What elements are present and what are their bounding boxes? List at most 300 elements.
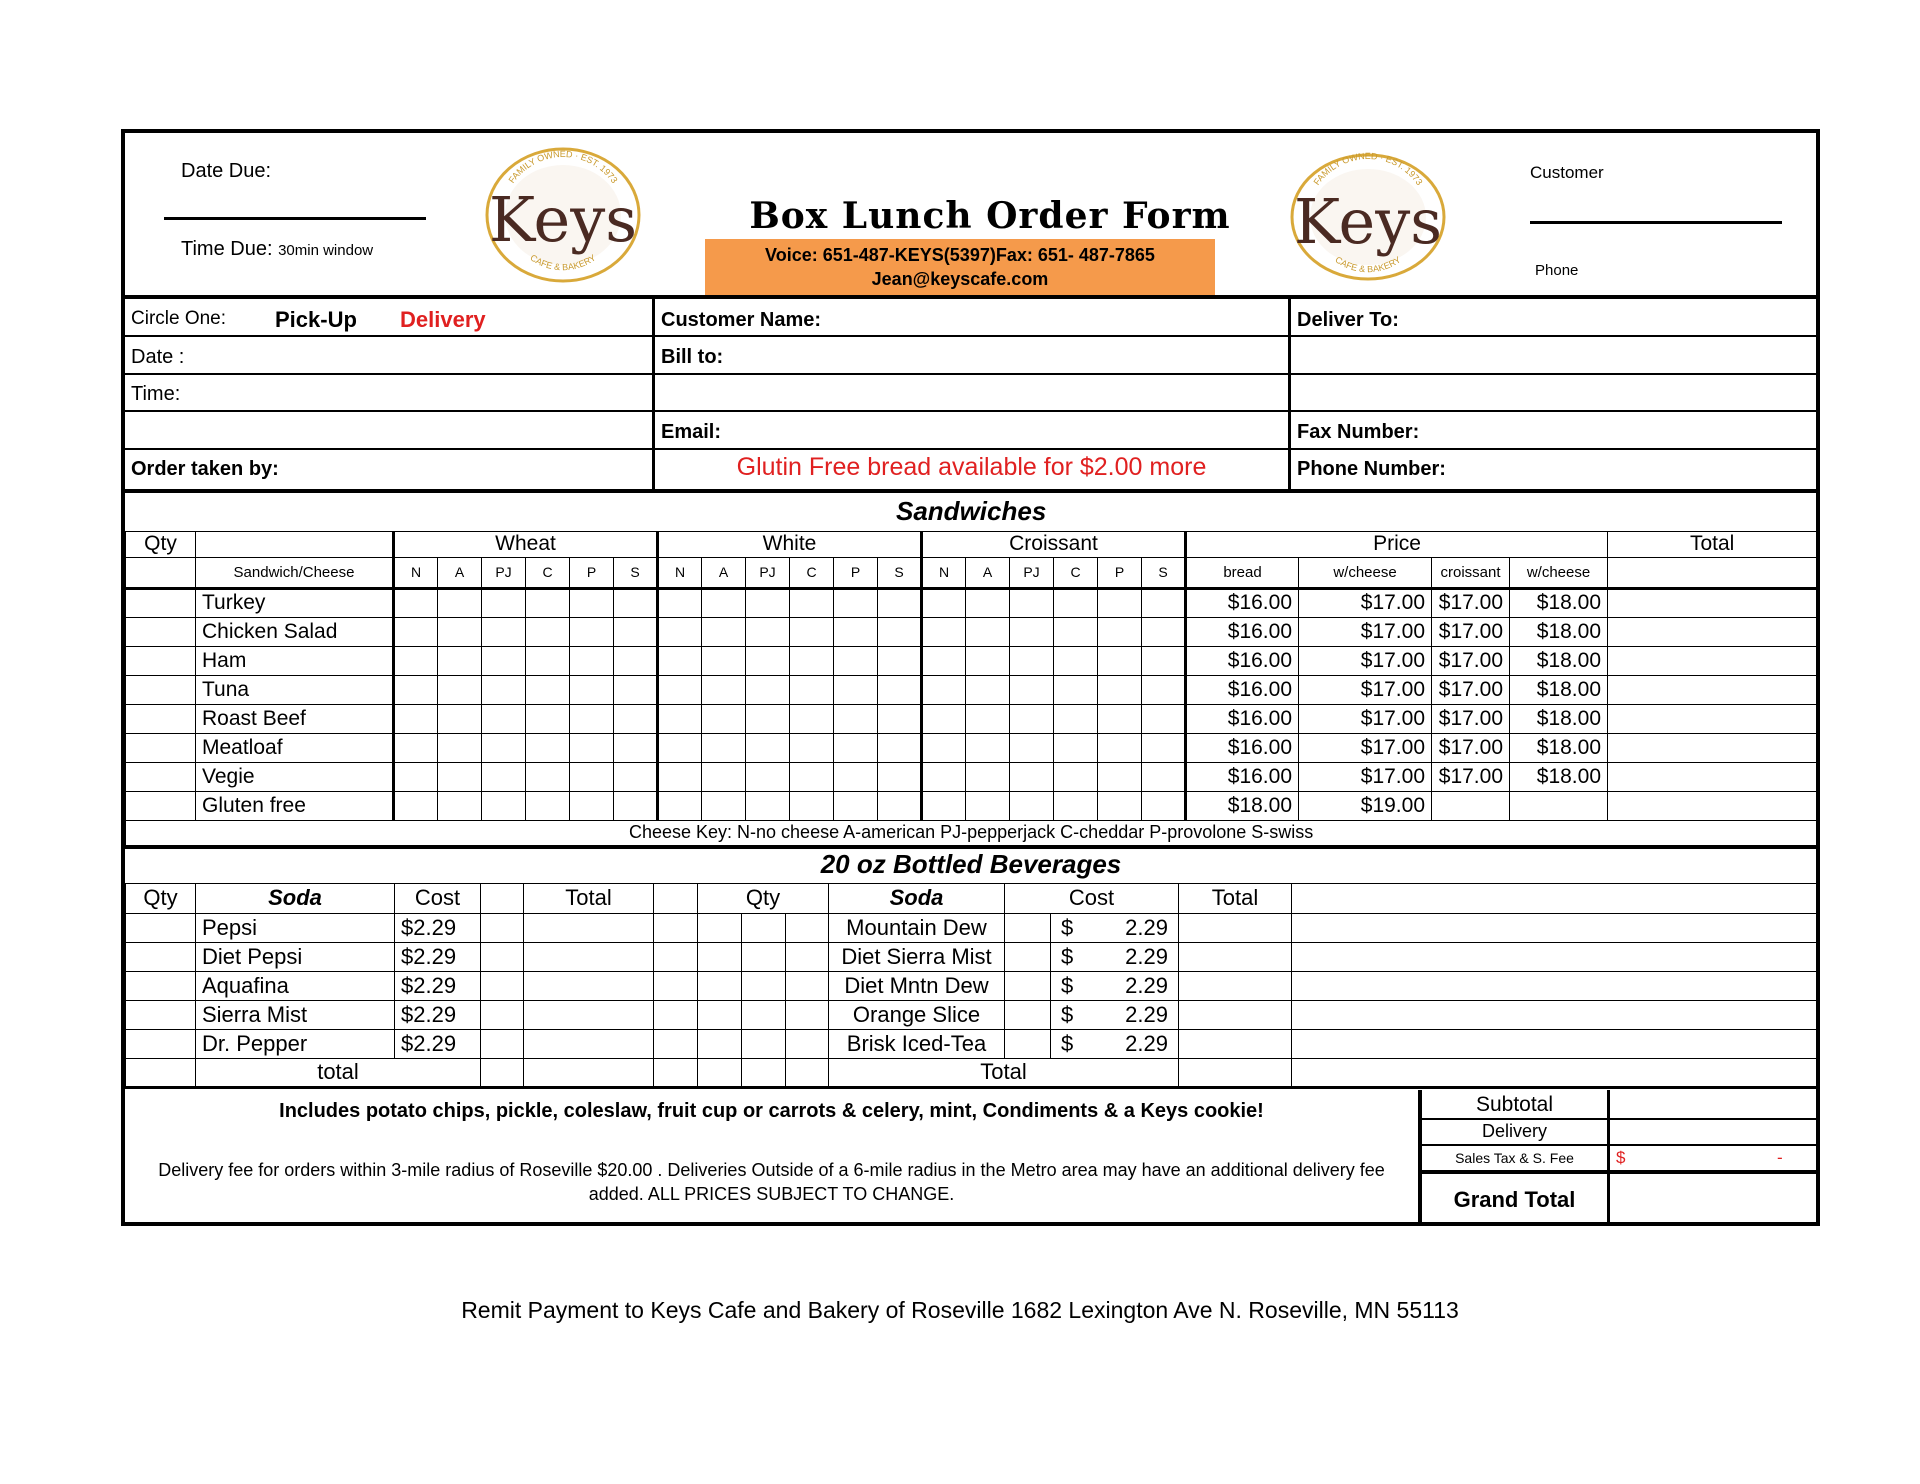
cheese-choice-cell[interactable] (746, 791, 790, 820)
cheese-choice-cell[interactable] (1010, 617, 1054, 646)
cheese-code-croissant-a: A (966, 557, 1010, 588)
cheese-choice-cell[interactable] (1054, 762, 1098, 791)
beverage-row (126, 913, 1817, 942)
cheese-choice-cell[interactable] (438, 762, 482, 791)
cheese-choice-cell[interactable] (438, 675, 482, 704)
beverage-row (126, 1000, 1817, 1029)
cheese-choice-cell[interactable] (834, 791, 878, 820)
cheese-choice-cell[interactable] (746, 762, 790, 791)
bev-total-cell[interactable] (524, 1029, 654, 1058)
cheese-choice-cell[interactable] (1142, 617, 1186, 646)
price-header: Price (1186, 531, 1608, 557)
contact-phone-fax: Voice: 651-487-KEYS(5397)Fax: 651- 487-7865 (765, 245, 1155, 265)
cheese-choice-cell[interactable] (482, 704, 526, 733)
sandwich-price: $17.00 (1432, 762, 1510, 791)
date-due-line[interactable] (164, 217, 426, 220)
cheese-choice-cell[interactable] (878, 733, 922, 762)
cheese-code-white-a: A (702, 557, 746, 588)
cheese-choice-cell[interactable] (834, 617, 878, 646)
cheese-choice-cell[interactable] (482, 646, 526, 675)
sandwich-table (125, 493, 1817, 849)
cheese-choice-cell[interactable] (790, 675, 834, 704)
bev-name: Mountain Dew (829, 913, 1005, 942)
totals-box (1418, 1090, 1816, 1226)
bev-soda-header-right: Soda (829, 883, 1005, 913)
sandwich-row (126, 588, 1817, 617)
cheese-choice-cell[interactable] (1054, 617, 1098, 646)
cheese-choice-cell[interactable] (1098, 617, 1142, 646)
bev-total-cell[interactable] (524, 913, 654, 942)
logo-word-right: Keys (1293, 185, 1443, 258)
cheese-code-wheat-s: S (614, 557, 658, 588)
cheese-choice-cell[interactable] (394, 704, 438, 733)
cheese-choice-cell[interactable] (1054, 733, 1098, 762)
customer-label: Customer (1530, 163, 1604, 182)
sandwich-price: $17.00 (1432, 617, 1510, 646)
gluten-free-note: Glutin Free bread available for $2.00 more (736, 453, 1207, 481)
sandwich-qty-cell[interactable] (126, 791, 196, 820)
cheese-choice-cell[interactable] (394, 617, 438, 646)
cheese-choice-cell[interactable] (1142, 791, 1186, 820)
sandwich-row (126, 733, 1817, 762)
cheese-choice-cell[interactable] (702, 762, 746, 791)
cheese-choice-cell[interactable] (702, 733, 746, 762)
bev-spacer-cell (786, 971, 829, 1000)
bev-cost (1051, 942, 1179, 971)
cheese-choice-cell[interactable] (922, 617, 966, 646)
cheese-choice-cell[interactable] (746, 588, 790, 617)
cheese-choice-cell[interactable] (878, 762, 922, 791)
bev-spacer-cell (1005, 942, 1051, 971)
bev-cost-currency: $ (1061, 972, 1074, 998)
customer-line[interactable] (1530, 221, 1782, 224)
cheese-choice-cell[interactable] (790, 791, 834, 820)
bev-spacer-cell (481, 1029, 524, 1058)
cheese-choice-cell[interactable] (966, 588, 1010, 617)
cheese-choice-cell[interactable] (1054, 588, 1098, 617)
bev-spacer-cell (654, 942, 698, 971)
bev-qty-cell[interactable] (126, 1000, 196, 1029)
cheese-choice-cell[interactable] (438, 588, 482, 617)
cheese-choice-cell[interactable] (966, 675, 1010, 704)
cheese-choice-cell[interactable] (1098, 762, 1142, 791)
bev-cost (1051, 971, 1179, 1000)
cheese-choice-cell[interactable] (526, 617, 570, 646)
bev-total-header-right: Total (1179, 883, 1292, 913)
cheese-code-wheat-c: C (526, 557, 570, 588)
sandwich-qty-cell[interactable] (126, 733, 196, 762)
bev-name: Brisk Iced-Tea (829, 1029, 1005, 1058)
pickup-option[interactable]: Pick-Up (275, 307, 357, 332)
cheese-choice-cell[interactable] (966, 617, 1010, 646)
cheese-code-croissant-s: S (1142, 557, 1186, 588)
cheese-choice-cell[interactable] (614, 704, 658, 733)
cheese-choice-cell[interactable] (394, 588, 438, 617)
bev-total-cell[interactable] (1179, 1029, 1292, 1058)
cheese-choice-cell[interactable] (1010, 704, 1054, 733)
delivery-option[interactable]: Delivery (400, 307, 486, 332)
cheese-choice-cell[interactable] (834, 675, 878, 704)
bev-extra-cell (1292, 913, 1817, 942)
bev-total-cell[interactable] (1179, 942, 1292, 971)
cheese-choice-cell[interactable] (834, 704, 878, 733)
bev-total-header-left: Total (524, 883, 654, 913)
cheese-choice-cell[interactable] (1054, 675, 1098, 704)
cheese-choice-cell[interactable] (746, 617, 790, 646)
bev-qty-cell[interactable] (742, 942, 786, 971)
sales-tax-label: Sales Tax & S. Fee (1455, 1150, 1574, 1166)
sandwich-qty-cell[interactable] (126, 704, 196, 733)
cheese-choice-cell[interactable] (1142, 646, 1186, 675)
bev-qty-cell[interactable] (126, 913, 196, 942)
cheese-choice-cell[interactable] (394, 733, 438, 762)
subtotal-label: Subtotal (1475, 1093, 1554, 1116)
bev-qty-cell[interactable] (742, 913, 786, 942)
cheese-choice-cell[interactable] (570, 617, 614, 646)
cheese-choice-cell[interactable] (482, 588, 526, 617)
cheese-choice-cell[interactable] (834, 588, 878, 617)
cheese-choice-cell[interactable] (658, 646, 702, 675)
grand-total-value[interactable] (1611, 1174, 1816, 1222)
cheese-choice-cell[interactable] (702, 588, 746, 617)
sandwich-qty-cell[interactable] (126, 588, 196, 617)
cheese-choice-cell[interactable] (526, 588, 570, 617)
order-taken-label: Order taken by: (131, 458, 279, 480)
contact-banner (705, 239, 1215, 295)
bev-cost-amount: 2.29 (1125, 1030, 1168, 1056)
sandwich-qty-cell[interactable] (126, 762, 196, 791)
sandwich-price: $17.00 (1299, 733, 1432, 762)
cheese-choice-cell[interactable] (658, 704, 702, 733)
bev-total-cell[interactable] (1179, 971, 1292, 1000)
bev-total-cell[interactable] (1179, 913, 1292, 942)
cheese-choice-cell[interactable] (658, 791, 702, 820)
cheese-choice-cell[interactable] (966, 704, 1010, 733)
cheese-choice-cell[interactable] (878, 588, 922, 617)
price-croissant-wcheese-header: w/cheese (1510, 557, 1608, 588)
qty-header: Qty (126, 531, 196, 557)
cheese-choice-cell[interactable] (614, 588, 658, 617)
bev-spacer-cell (654, 1029, 698, 1058)
circle-one-label: Circle One: (131, 308, 227, 329)
bev-extra-cell (1292, 971, 1817, 1000)
bev-qty-cell[interactable] (126, 942, 196, 971)
keys-logo-left (479, 143, 647, 285)
bev-total-cell-right[interactable] (1179, 1058, 1292, 1087)
cheese-choice-cell[interactable] (570, 646, 614, 675)
cheese-choice-cell[interactable] (966, 646, 1010, 675)
cheese-choice-cell[interactable] (922, 704, 966, 733)
cheese-choice-cell[interactable] (834, 646, 878, 675)
sandwich-row (126, 791, 1817, 820)
sandwich-row (126, 704, 1817, 733)
sandwich-total-cell[interactable] (1608, 762, 1817, 791)
sandwich-price: $17.00 (1432, 675, 1510, 704)
customer-name-label: Customer Name: (661, 309, 822, 331)
sandwich-total-cell[interactable] (1608, 704, 1817, 733)
cheese-choice-cell[interactable] (438, 617, 482, 646)
bev-spacer-cell (1005, 971, 1051, 1000)
sandwich-price: $18.00 (1510, 733, 1608, 762)
bev-qty-cell[interactable] (742, 1029, 786, 1058)
cheese-choice-cell[interactable] (1098, 588, 1142, 617)
cheese-choice-cell[interactable] (526, 733, 570, 762)
cheese-choice-cell[interactable] (702, 646, 746, 675)
cheese-choice-cell[interactable] (702, 617, 746, 646)
sandwich-name: Turkey (196, 588, 394, 617)
sandwich-price: $18.00 (1510, 646, 1608, 675)
cheese-choice-cell[interactable] (482, 617, 526, 646)
bill-to-label: Bill to: (661, 346, 724, 368)
bev-total-cell[interactable] (524, 942, 654, 971)
cheese-choice-cell[interactable] (966, 791, 1010, 820)
cheese-choice-cell[interactable] (1010, 791, 1054, 820)
cheese-code-white-p: P (834, 557, 878, 588)
cheese-choice-cell[interactable] (570, 791, 614, 820)
cheese-choice-cell[interactable] (570, 675, 614, 704)
cheese-choice-cell[interactable] (1054, 704, 1098, 733)
logo-ring-bottom-left: CAFE & BAKERY (528, 252, 598, 273)
cheese-choice-cell[interactable] (394, 675, 438, 704)
bev-name: Diet Pepsi (196, 942, 395, 971)
cheese-choice-cell[interactable] (878, 675, 922, 704)
bev-qty-cell[interactable] (742, 1000, 786, 1029)
sales-tax-dash: - (1777, 1148, 1783, 1167)
bev-spacer-cell (654, 1000, 698, 1029)
bev-extra-cell (1292, 1000, 1817, 1029)
cheese-choice-cell[interactable] (1010, 762, 1054, 791)
sandwich-qty-cell[interactable] (126, 617, 196, 646)
bev-total-cell[interactable] (1179, 1000, 1292, 1029)
cheese-choice-cell[interactable] (878, 646, 922, 675)
sandwich-price: $16.00 (1186, 762, 1299, 791)
cheese-choice-cell[interactable] (922, 646, 966, 675)
bev-cost: $2.29 (395, 942, 481, 971)
price-wcheese-header: w/cheese (1299, 557, 1432, 588)
cheese-choice-cell[interactable] (1098, 646, 1142, 675)
bev-total-cell[interactable] (524, 971, 654, 1000)
cheese-choice-cell[interactable] (658, 675, 702, 704)
cheese-choice-cell[interactable] (1098, 704, 1142, 733)
delivery-value[interactable] (1611, 1120, 1816, 1144)
bev-spacer-cell (786, 1000, 829, 1029)
cheese-choice-cell[interactable] (746, 646, 790, 675)
cheese-choice-cell[interactable] (878, 617, 922, 646)
cheese-choice-cell[interactable] (570, 762, 614, 791)
cheese-choice-cell[interactable] (746, 704, 790, 733)
cheese-choice-cell[interactable] (1142, 733, 1186, 762)
cheese-choice-cell[interactable] (922, 762, 966, 791)
fax-number-label: Fax Number: (1297, 421, 1420, 443)
cheese-choice-cell[interactable] (394, 791, 438, 820)
bev-cost (1051, 1029, 1179, 1058)
bev-total-cell-left[interactable] (524, 1058, 654, 1087)
cheese-choice-cell[interactable] (834, 733, 878, 762)
cheese-choice-cell[interactable] (482, 675, 526, 704)
cheese-choice-cell[interactable] (658, 617, 702, 646)
cheese-choice-cell[interactable] (834, 762, 878, 791)
bev-name: Diet Mntn Dew (829, 971, 1005, 1000)
sandwich-total-cell[interactable] (1608, 675, 1817, 704)
subtotal-value[interactable] (1611, 1090, 1816, 1118)
cheese-choice-cell[interactable] (526, 704, 570, 733)
bev-cost-header-right: Cost (1005, 883, 1179, 913)
cheese-choice-cell[interactable] (790, 588, 834, 617)
sandwich-name: Vegie (196, 762, 394, 791)
cheese-choice-cell[interactable] (1010, 588, 1054, 617)
cheese-choice-cell[interactable] (614, 617, 658, 646)
cheese-choice-cell[interactable] (922, 791, 966, 820)
cheese-choice-cell[interactable] (526, 791, 570, 820)
bev-cost-currency: $ (1061, 943, 1074, 969)
cheese-choice-cell[interactable] (922, 675, 966, 704)
logo-ring-top-right: FAMILY OWNED · EST. 1973 (1311, 150, 1425, 187)
beverage-row (126, 1029, 1817, 1058)
sandwich-name: Tuna (196, 675, 394, 704)
cheese-choice-cell[interactable] (1142, 675, 1186, 704)
cheese-choice-cell[interactable] (790, 617, 834, 646)
cheese-choice-cell[interactable] (394, 762, 438, 791)
cheese-code-wheat-n: N (394, 557, 438, 588)
cheese-choice-cell[interactable] (702, 791, 746, 820)
cheese-choice-cell[interactable] (746, 733, 790, 762)
bev-total-cell[interactable] (524, 1000, 654, 1029)
bev-spacer-cell (481, 1000, 524, 1029)
cheese-code-white-c: C (790, 557, 834, 588)
bev-spacer-cell (786, 913, 829, 942)
cheese-choice-cell[interactable] (614, 762, 658, 791)
cheese-choice-cell[interactable] (702, 675, 746, 704)
sandwich-total-cell[interactable] (1608, 617, 1817, 646)
sandwich-total-cell[interactable] (1608, 646, 1817, 675)
bev-spacer-cell (1005, 1029, 1051, 1058)
sandwich-price: $17.00 (1432, 733, 1510, 762)
bev-total-label-right: Total (829, 1058, 1179, 1087)
cheese-code-croissant-p: P (1098, 557, 1142, 588)
cheese-choice-cell[interactable] (438, 791, 482, 820)
bev-cost: $2.29 (395, 1029, 481, 1058)
cheese-choice-cell[interactable] (482, 733, 526, 762)
sandwich-total-cell[interactable] (1608, 588, 1817, 617)
cheese-choice-cell[interactable] (394, 646, 438, 675)
sandwich-name: Gluten free (196, 791, 394, 820)
cheese-choice-cell[interactable] (1010, 646, 1054, 675)
sandwich-name: Roast Beef (196, 704, 394, 733)
cheese-choice-cell[interactable] (526, 762, 570, 791)
sandwich-price: $16.00 (1186, 675, 1299, 704)
cheese-choice-cell[interactable] (570, 733, 614, 762)
bev-spacer-cell (481, 971, 524, 1000)
cheese-choice-cell[interactable] (1054, 791, 1098, 820)
cheese-choice-cell[interactable] (702, 704, 746, 733)
sandwich-price: $18.00 (1510, 617, 1608, 646)
bev-spacer-cell (481, 942, 524, 971)
cheese-code-white-pj: PJ (746, 557, 790, 588)
bev-cost: $2.29 (395, 913, 481, 942)
sandwich-total-cell[interactable] (1608, 791, 1817, 820)
cheese-choice-cell[interactable] (790, 733, 834, 762)
bev-qty-cell[interactable] (126, 971, 196, 1000)
bev-name: Dr. Pepper (196, 1029, 395, 1058)
cheese-choice-cell[interactable] (922, 733, 966, 762)
sandwich-name: Meatloaf (196, 733, 394, 762)
info-divider-2 (1288, 299, 1291, 489)
sandwich-row (126, 646, 1817, 675)
price-croissant-header: croissant (1432, 557, 1510, 588)
bev-qty-cell[interactable] (126, 1029, 196, 1058)
sandwich-total-cell[interactable] (1608, 733, 1817, 762)
sandwich-row (126, 617, 1817, 646)
cheese-choice-cell[interactable] (1098, 791, 1142, 820)
cheese-choice-cell[interactable] (878, 704, 922, 733)
bev-soda-header-left: Soda (196, 883, 395, 913)
bev-cost-amount: 2.29 (1125, 1001, 1168, 1027)
cheese-choice-cell[interactable] (438, 733, 482, 762)
cheese-choice-cell[interactable] (878, 791, 922, 820)
cheese-choice-cell[interactable] (1010, 733, 1054, 762)
cheese-choice-cell[interactable] (790, 646, 834, 675)
sandwich-qty-cell[interactable] (126, 646, 196, 675)
cheese-choice-cell[interactable] (1142, 588, 1186, 617)
sandwich-price: $17.00 (1432, 588, 1510, 617)
bev-cost: $2.29 (395, 1000, 481, 1029)
cheese-choice-cell[interactable] (614, 675, 658, 704)
cheese-choice-cell[interactable] (1098, 675, 1142, 704)
cheese-choice-cell[interactable] (746, 675, 790, 704)
bev-qty-cell[interactable] (742, 971, 786, 1000)
form-title: Box Lunch Order Form (749, 195, 1231, 237)
cheese-choice-cell[interactable] (1142, 704, 1186, 733)
cheese-choice-cell[interactable] (526, 646, 570, 675)
cheese-choice-cell[interactable] (922, 588, 966, 617)
cheese-choice-cell[interactable] (966, 762, 1010, 791)
time-due-label-text: Time Due: (181, 238, 273, 260)
bev-spacer-cell (1005, 913, 1051, 942)
cheese-choice-cell[interactable] (1142, 762, 1186, 791)
cheese-choice-cell[interactable] (966, 733, 1010, 762)
cheese-choice-cell[interactable] (658, 762, 702, 791)
bev-cost-currency: $ (1061, 914, 1074, 940)
cheese-code-croissant-c: C (1054, 557, 1098, 588)
cheese-choice-cell[interactable] (438, 646, 482, 675)
cheese-choice-cell[interactable] (614, 733, 658, 762)
cheese-choice-cell[interactable] (526, 675, 570, 704)
sandwich-qty-cell[interactable] (126, 675, 196, 704)
cheese-choice-cell[interactable] (482, 762, 526, 791)
cheese-choice-cell[interactable] (790, 762, 834, 791)
email-label: Email: (661, 421, 722, 443)
cheese-choice-cell[interactable] (1010, 675, 1054, 704)
cheese-choice-cell[interactable] (438, 704, 482, 733)
contact-email[interactable]: Jean@keyscafe.com (871, 269, 1049, 289)
deliver-to-label: Deliver To: (1297, 309, 1399, 331)
cheese-choice-cell[interactable] (658, 733, 702, 762)
cheese-choice-cell[interactable] (658, 588, 702, 617)
cheese-choice-cell[interactable] (614, 646, 658, 675)
cheese-choice-cell[interactable] (614, 791, 658, 820)
cheese-choice-cell[interactable] (570, 588, 614, 617)
cheese-choice-cell[interactable] (1098, 733, 1142, 762)
cheese-choice-cell[interactable] (790, 704, 834, 733)
cheese-choice-cell[interactable] (482, 791, 526, 820)
cheese-choice-cell[interactable] (570, 704, 614, 733)
cheese-code-croissant-pj: PJ (1010, 557, 1054, 588)
date-field-label: Date : (131, 346, 185, 368)
cheese-choice-cell[interactable] (1054, 646, 1098, 675)
bev-spacer-cell (1005, 1000, 1051, 1029)
sandwich-price: $16.00 (1186, 588, 1299, 617)
sandwich-cheese-header: Sandwich/Cheese (196, 557, 394, 588)
